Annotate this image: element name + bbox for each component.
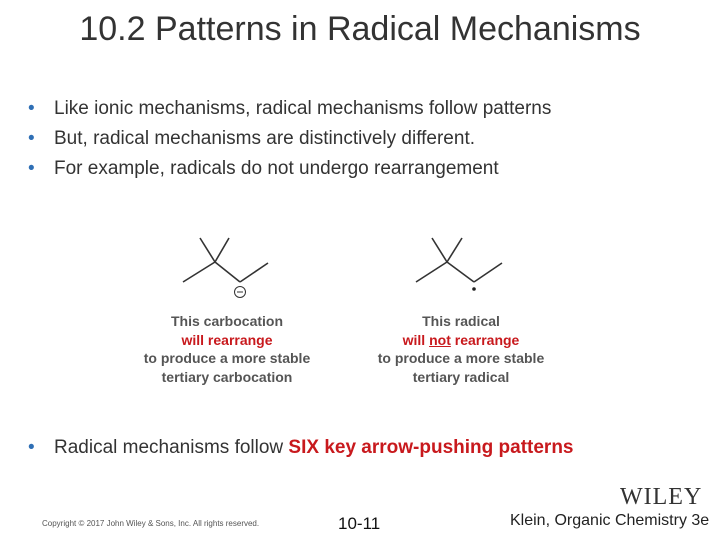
page-title: 10.2 Patterns in Radical Mechanisms [79,10,641,48]
carbocation-caption: This carbocation will rearrange to produce a more stable tertiary carbocation [143,313,311,385]
bottom-bullet: • Radical mechanisms follow SIX key arrow-pushing patterns [28,437,574,458]
bullet-marker: • [28,128,35,149]
bullet-marker: • [28,158,35,179]
bullet-item: • For example, radicals do not undergo rearrangement [28,154,708,184]
book-reference: Klein, Organic Chemistry 3e [510,512,710,529]
bullet-item: • Like ionic mechanisms, radical mechanisms follow patterns [28,94,708,124]
minus-circle-icon [235,287,246,298]
wiley-logo: WILEY [620,484,703,510]
bullet-marker: • [28,98,35,119]
bullet-item: • But, radical mechanisms are distinctively different. [28,124,708,154]
carbocation-structure [183,238,268,282]
page-number: 10-11 [338,514,381,533]
bullet-marker: • [28,437,35,458]
copyright-notice: Copyright © 2017 John Wiley & Sons, Inc. All rights reserved. [42,519,260,528]
radical-structure [416,238,502,282]
radical-caption: This radical will not rearrange to produce a more stable tertiary radical [377,313,545,385]
radical-dot-icon [472,287,476,291]
